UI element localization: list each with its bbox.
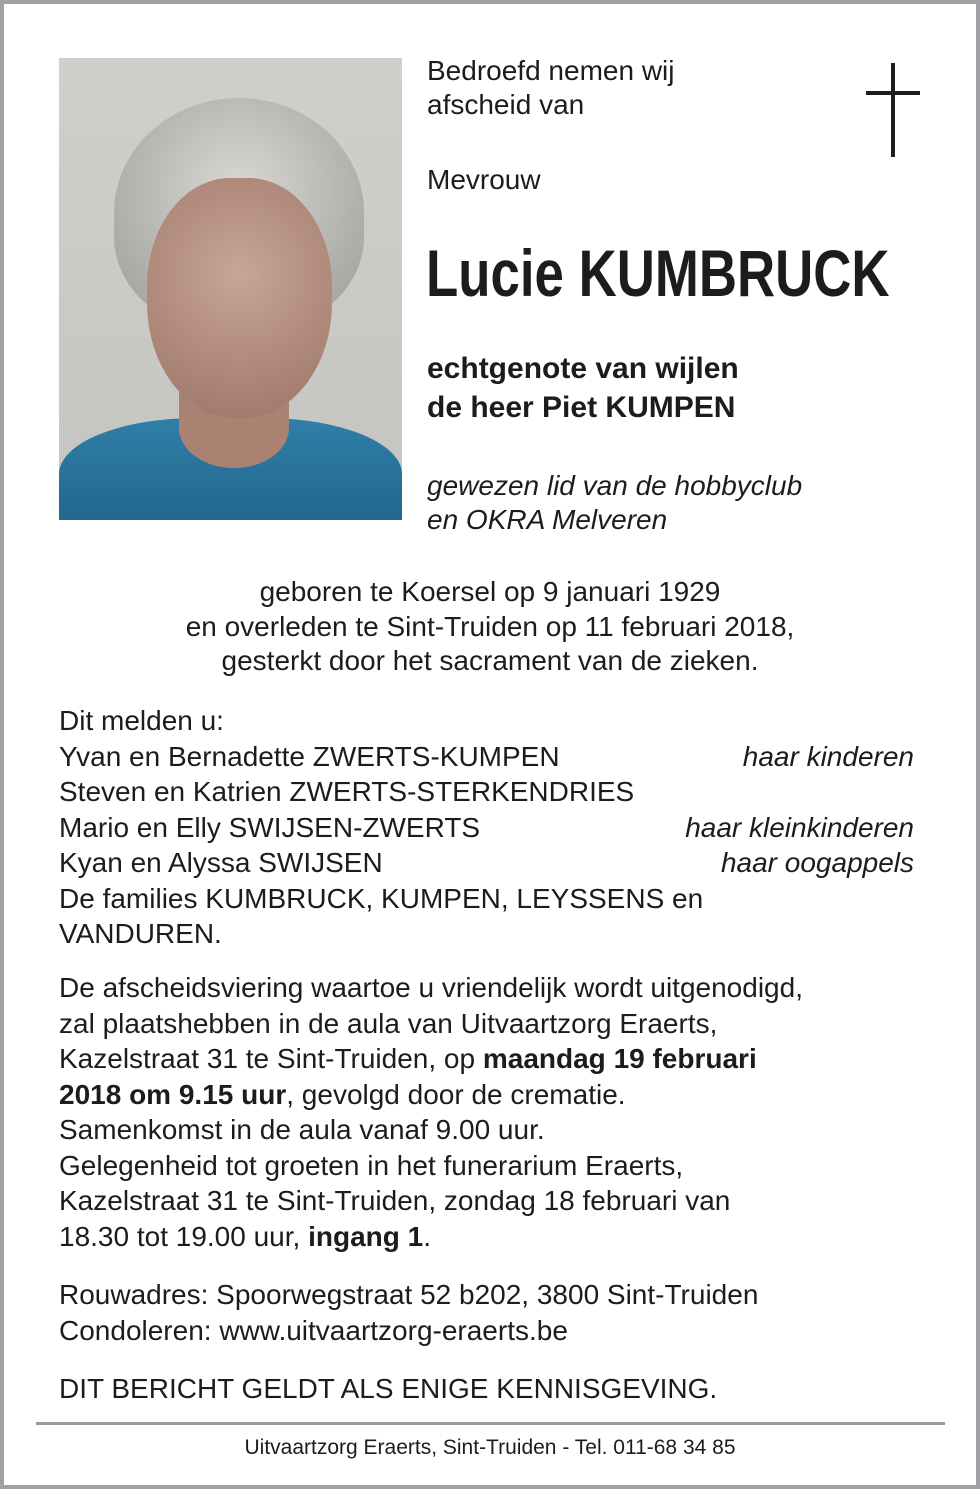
intro-line: Bedroefd nemen wij <box>427 55 675 86</box>
ceremony-line: Samenkomst in de aula vanaf 9.00 uur. <box>59 1114 545 1145</box>
ceremony-line: zal plaatshebben in de aula van Uitvaartzorg Eraerts, <box>59 1007 718 1039</box>
family-names: Yvan en Bernadette ZWERTS-KUMPEN <box>59 740 560 772</box>
deceased-name: Lucie KUMBRUCK <box>426 236 890 310</box>
family-names: Kyan en Alyssa SWIJSEN <box>59 847 383 878</box>
notice: DIT BERICHT GELDT ALS ENIGE KENNISGEVING. <box>59 1373 718 1404</box>
ceremony-line: Gelegenheid tot groeten in het funerarium Eraerts, <box>59 1149 684 1181</box>
spouse-line: de heer Piet KUMPEN <box>427 391 736 424</box>
membership-line: en OKRA Melveren <box>427 504 668 535</box>
sacrament-line: gesterkt door het sacrament van de zieken. <box>221 645 759 676</box>
ceremony-line <box>59 1077 803 1113</box>
families-line: VANDUREN. <box>59 918 222 949</box>
text: . <box>423 1220 431 1252</box>
membership-line: gewezen lid van de hobbyclub <box>427 470 803 501</box>
family-row <box>59 845 914 881</box>
family-row <box>59 739 914 775</box>
announcement <box>59 703 914 952</box>
birth-line: geboren te Koersel op 9 januari 1929 <box>259 576 721 607</box>
announce-intro: Dit melden u: <box>59 705 224 736</box>
family-relation: haar oogappels <box>720 847 914 878</box>
spouse-text <box>427 349 739 427</box>
divider <box>36 1422 945 1425</box>
portrait-photo <box>59 58 402 520</box>
text: 18.30 tot 19.00 uur, <box>59 1220 309 1252</box>
footer: Uitvaartzorg Eraerts, Sint-Truiden - Tel. 011-68 34 85 <box>244 1436 736 1459</box>
ceremony-line: Kazelstraat 31 te Sint-Truiden, zondag 18 februari van <box>59 1185 731 1216</box>
title: Mevrouw <box>427 164 541 195</box>
family-row <box>59 810 914 846</box>
family-row <box>59 774 914 810</box>
text: Kazelstraat 31 te Sint-Truiden, op <box>59 1043 483 1074</box>
intro-text <box>427 54 674 122</box>
ceremony-line: De afscheidsviering waartoe u vriendelijk wordt uitgenodigd, <box>59 972 803 1003</box>
entrance: ingang 1 <box>308 1220 424 1252</box>
ceremony-line <box>59 1041 803 1077</box>
condolence-website[interactable]: Condoleren: www.uitvaartzorg-eraerts.be <box>59 1314 568 1346</box>
intro-line: afscheid van <box>427 89 585 120</box>
death-line: en overleden te Sint-Truiden op 11 februari 2018, <box>185 610 795 642</box>
life-dates <box>0 575 980 679</box>
family-relation: haar kleinkinderen <box>685 811 914 843</box>
ceremony-time: 2018 om 9.15 uur <box>59 1078 287 1110</box>
ceremony-line <box>59 1219 803 1255</box>
family-relation: haar kinderen <box>742 740 914 772</box>
ceremony-text <box>59 970 803 1254</box>
families-line: De families KUMBRUCK, KUMPEN, LEYSSENS en <box>59 882 704 914</box>
mourning-address: Rouwadres: Spoorwegstraat 52 b202, 3800 Sint-Truiden <box>59 1279 759 1310</box>
membership-text <box>427 469 802 537</box>
contact-info <box>59 1277 758 1348</box>
ceremony-date: maandag 19 februari <box>482 1043 757 1074</box>
family-names: Steven en Katrien ZWERTS-STERKENDRIES <box>59 776 635 807</box>
family-names: Mario en Elly SWIJSEN-ZWERTS <box>59 811 481 843</box>
text: , gevolgd door de crematie. <box>286 1078 626 1110</box>
spouse-line: echtgenote van wijlen <box>427 352 739 385</box>
